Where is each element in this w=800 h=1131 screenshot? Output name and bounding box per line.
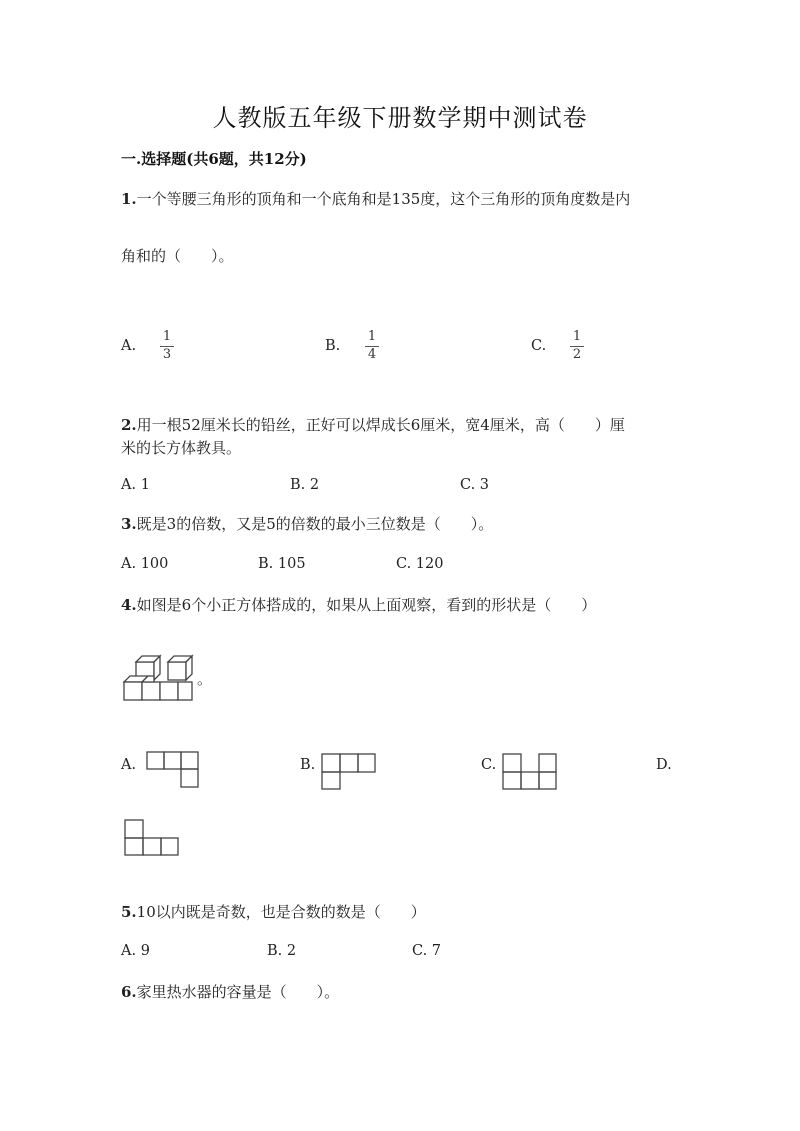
option-d-shape bbox=[124, 819, 180, 857]
option-c: C. bbox=[481, 757, 497, 773]
question-text: 如图是6个小正方体搭成的，如果从上面观察，看到的形状是（ ） bbox=[136, 596, 597, 614]
question-2-line-2: 米的长方体教具。 bbox=[121, 439, 242, 457]
fraction-numerator: 1 bbox=[572, 329, 582, 344]
option-label: A. bbox=[121, 338, 137, 354]
question-number: 4. bbox=[121, 596, 137, 614]
option-b: B. 2 bbox=[290, 477, 320, 493]
fraction-numerator: 1 bbox=[162, 329, 172, 344]
cube-face bbox=[142, 682, 160, 700]
question-text: 既是3的倍数，又是5的倍数的最小三位数是（ ）。 bbox=[136, 515, 494, 533]
page-title: 人教版五年级下册数学期中测试卷 bbox=[212, 104, 588, 132]
question-1-line-2: 角和的（ ）。 bbox=[121, 247, 234, 265]
option-a-fraction bbox=[160, 330, 174, 362]
option-b: B. 105 bbox=[258, 556, 306, 572]
option-c-shape bbox=[502, 753, 558, 791]
option-b-fraction bbox=[365, 330, 379, 362]
cube-face bbox=[124, 682, 142, 700]
cube-stack-figure bbox=[124, 652, 196, 704]
option-c: C. 7 bbox=[412, 943, 442, 959]
question-5 bbox=[121, 901, 426, 923]
option-label: B. bbox=[325, 338, 341, 354]
option-label: C. bbox=[531, 338, 547, 354]
option-b: B. bbox=[300, 757, 316, 773]
question-text: 一个等腰三角形的顶角和一个底角和是135度，这个三角形的顶角度数是内 bbox=[136, 190, 631, 208]
option-a: A. 1 bbox=[121, 477, 150, 493]
fraction-numerator: 1 bbox=[367, 329, 377, 344]
fraction-denominator: 3 bbox=[162, 347, 172, 362]
question-2-line-1 bbox=[121, 414, 625, 436]
option-a-shape bbox=[146, 751, 200, 789]
question-3 bbox=[121, 513, 493, 535]
figure-period: 。 bbox=[197, 670, 213, 688]
option-c-fraction bbox=[570, 330, 584, 362]
question-number: 2. bbox=[121, 416, 137, 434]
question-number: 6. bbox=[121, 983, 137, 1001]
section-heading: 一.选择题(共6题，共12分) bbox=[121, 150, 307, 168]
question-number: 5. bbox=[121, 903, 137, 921]
option-a: A. 9 bbox=[121, 943, 150, 959]
option-b-shape bbox=[321, 753, 377, 791]
option-b: B. 2 bbox=[267, 943, 297, 959]
cube-face bbox=[168, 662, 186, 680]
question-number: 3. bbox=[121, 515, 137, 533]
fraction-denominator: 4 bbox=[367, 347, 377, 362]
option-c: C. 120 bbox=[396, 556, 444, 572]
question-6 bbox=[121, 981, 339, 1003]
cube-face bbox=[160, 682, 178, 700]
question-text: 家里热水器的容量是（ ）。 bbox=[136, 983, 340, 1001]
fraction-denominator: 2 bbox=[572, 347, 582, 362]
cube-face bbox=[178, 682, 192, 700]
option-d: D. bbox=[656, 757, 672, 773]
option-a: A. bbox=[121, 757, 137, 773]
question-1-line-1 bbox=[121, 188, 630, 210]
question-4 bbox=[121, 594, 596, 616]
question-text: 10以内既是奇数，也是合数的数是（ ） bbox=[136, 903, 426, 921]
option-a: A. 100 bbox=[121, 556, 169, 572]
option-c: C. 3 bbox=[460, 477, 490, 493]
question-text: 用一根52厘米长的铅丝，正好可以焊成长6厘米，宽4厘米，高（ ）厘 bbox=[136, 416, 625, 434]
question-number: 1. bbox=[121, 190, 137, 208]
